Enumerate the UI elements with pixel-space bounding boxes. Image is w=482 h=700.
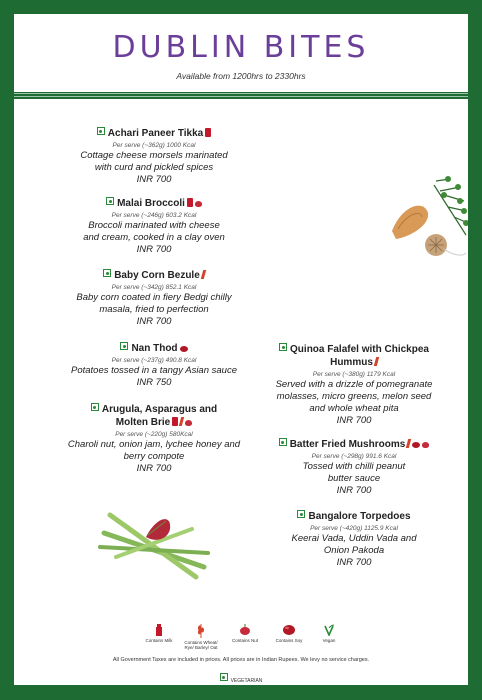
menu-item xyxy=(54,342,254,389)
wheat-icon xyxy=(201,270,206,279)
legend-item xyxy=(310,624,348,643)
milk-icon xyxy=(154,624,164,636)
item-serving: Per serve (~420g) 1125.9 Kcal xyxy=(310,525,398,532)
menu-item xyxy=(54,197,254,256)
item-name: Molten Brie xyxy=(115,417,171,428)
item-name: Arugula, Asparagus and xyxy=(101,404,218,415)
item-name: Malai Broccoli xyxy=(117,198,185,209)
vegan-icon xyxy=(323,624,335,636)
nut-icon xyxy=(422,442,429,448)
vegetarian-icon xyxy=(91,403,99,411)
item-description: Potatoes tossed in a tangy Asian sauce xyxy=(70,365,237,376)
legend-label: Contains Soy xyxy=(275,638,303,643)
menu-item xyxy=(54,127,254,186)
nut-icon xyxy=(185,420,192,426)
item-price: INR 700 xyxy=(136,463,172,474)
vegetarian-icon xyxy=(279,438,287,446)
vegetarian-label: VEGETARIAN xyxy=(230,678,263,684)
vegetarian-icon xyxy=(97,127,105,135)
tax-note: All Government Taxes are included in prices. All prices are in Indian Rupees. We levy no service charges. xyxy=(112,657,370,663)
soy-icon xyxy=(282,624,296,636)
legend-item xyxy=(140,624,178,643)
item-name: Batter Fried Mushrooms xyxy=(289,439,406,450)
item-serving: Per serve (~237g) 490.8 Kcal xyxy=(111,357,197,364)
vegetarian-icon xyxy=(297,510,305,518)
header-divider xyxy=(14,93,468,94)
item-description: Charoli nut, onion jam, lychee honey and berry compote xyxy=(67,439,241,462)
item-price: INR 700 xyxy=(336,557,372,568)
menu-item xyxy=(254,438,454,497)
legend-label: Contains Milk xyxy=(145,638,173,643)
menu-item xyxy=(54,403,254,475)
wheat-icon xyxy=(374,357,379,366)
item-price: INR 700 xyxy=(336,485,372,496)
milk-icon xyxy=(187,198,193,207)
allergen-legend xyxy=(14,624,468,660)
menu-item xyxy=(254,510,454,569)
nut-icon xyxy=(239,624,251,636)
item-price: INR 700 xyxy=(136,316,172,327)
snack-illustration xyxy=(374,175,468,267)
item-description: Broccoli marinated with cheese and cream, cooked in a clay oven xyxy=(83,220,225,243)
soy-icon xyxy=(180,346,188,352)
soy-icon xyxy=(412,442,420,448)
header-divider-inner xyxy=(14,96,468,97)
legend-item xyxy=(226,624,264,643)
vegetarian-icon xyxy=(106,197,114,205)
item-serving: Per serve (~342g) 852.1 Kcal xyxy=(111,284,197,291)
vegetarian-icon xyxy=(120,342,128,350)
vegetarian-icon xyxy=(103,269,111,277)
legend-item xyxy=(182,624,220,650)
item-name: Baby Corn Bezule xyxy=(114,270,200,281)
menu-header xyxy=(14,14,468,92)
menu-item xyxy=(254,343,454,427)
item-price: INR 700 xyxy=(336,415,372,426)
item-serving: Per serve (~220g) 580Kcal xyxy=(115,431,193,438)
vegetarian-legend xyxy=(14,673,468,684)
item-description: Served with a drizzle of pomegranate molasses, micro greens, melon seed and whole wheat pita xyxy=(275,379,433,414)
vegetarian-icon xyxy=(279,343,287,351)
item-description: Baby corn coated in fiery Bedgi chilly masala, fried to perfection xyxy=(76,292,232,315)
item-price: INR 700 xyxy=(136,174,172,185)
item-price: INR 750 xyxy=(136,377,172,388)
item-description: Cottage cheese morsels marinated with curd and pickled spices xyxy=(80,150,228,173)
item-price: INR 700 xyxy=(136,244,172,255)
nut-icon xyxy=(195,201,202,207)
legend-label: Contains Wheat/ Rye/ Barley/ Oat xyxy=(184,640,218,650)
item-serving: Per serve (~362g) 1000 Kcal xyxy=(112,142,196,149)
item-description: Tossed with chilli peanut butter sauce xyxy=(302,461,406,484)
item-name: Quinoa Falafel with Chickpea xyxy=(290,344,429,355)
item-description: Keerai Vada, Uddin Vada and Onion Pakoda xyxy=(291,533,417,556)
menu-item xyxy=(54,269,254,328)
vegetarian-icon xyxy=(220,673,228,681)
milk-icon xyxy=(205,128,211,137)
legend-item xyxy=(270,624,308,643)
milk-icon xyxy=(172,417,178,426)
menu-body xyxy=(14,99,468,685)
item-name: Hummus xyxy=(330,357,373,368)
wheat-icon xyxy=(179,417,184,426)
legend-label: Vegan xyxy=(322,638,336,643)
item-name: Nan Thod xyxy=(131,343,178,354)
item-serving: Per serve (~380g) 1179 Kcal xyxy=(312,371,396,378)
asparagus-illustration xyxy=(96,507,214,587)
item-serving: Per serve (~246g) 603.2 Kcal xyxy=(111,212,197,219)
legend-label: Contains Nut xyxy=(231,638,258,643)
item-serving: Per serve (~298g) 991.6 Kcal xyxy=(311,453,397,460)
item-name: Bangalore Torpedoes xyxy=(308,511,411,522)
item-name: Achari Paneer Tikka xyxy=(107,128,204,139)
wheat-icon xyxy=(406,439,411,448)
menu-title: DUBLIN BITES xyxy=(112,30,370,65)
wheat-icon xyxy=(197,624,205,638)
menu-availability: Available from 1200hrs to 2330hrs xyxy=(176,71,306,81)
